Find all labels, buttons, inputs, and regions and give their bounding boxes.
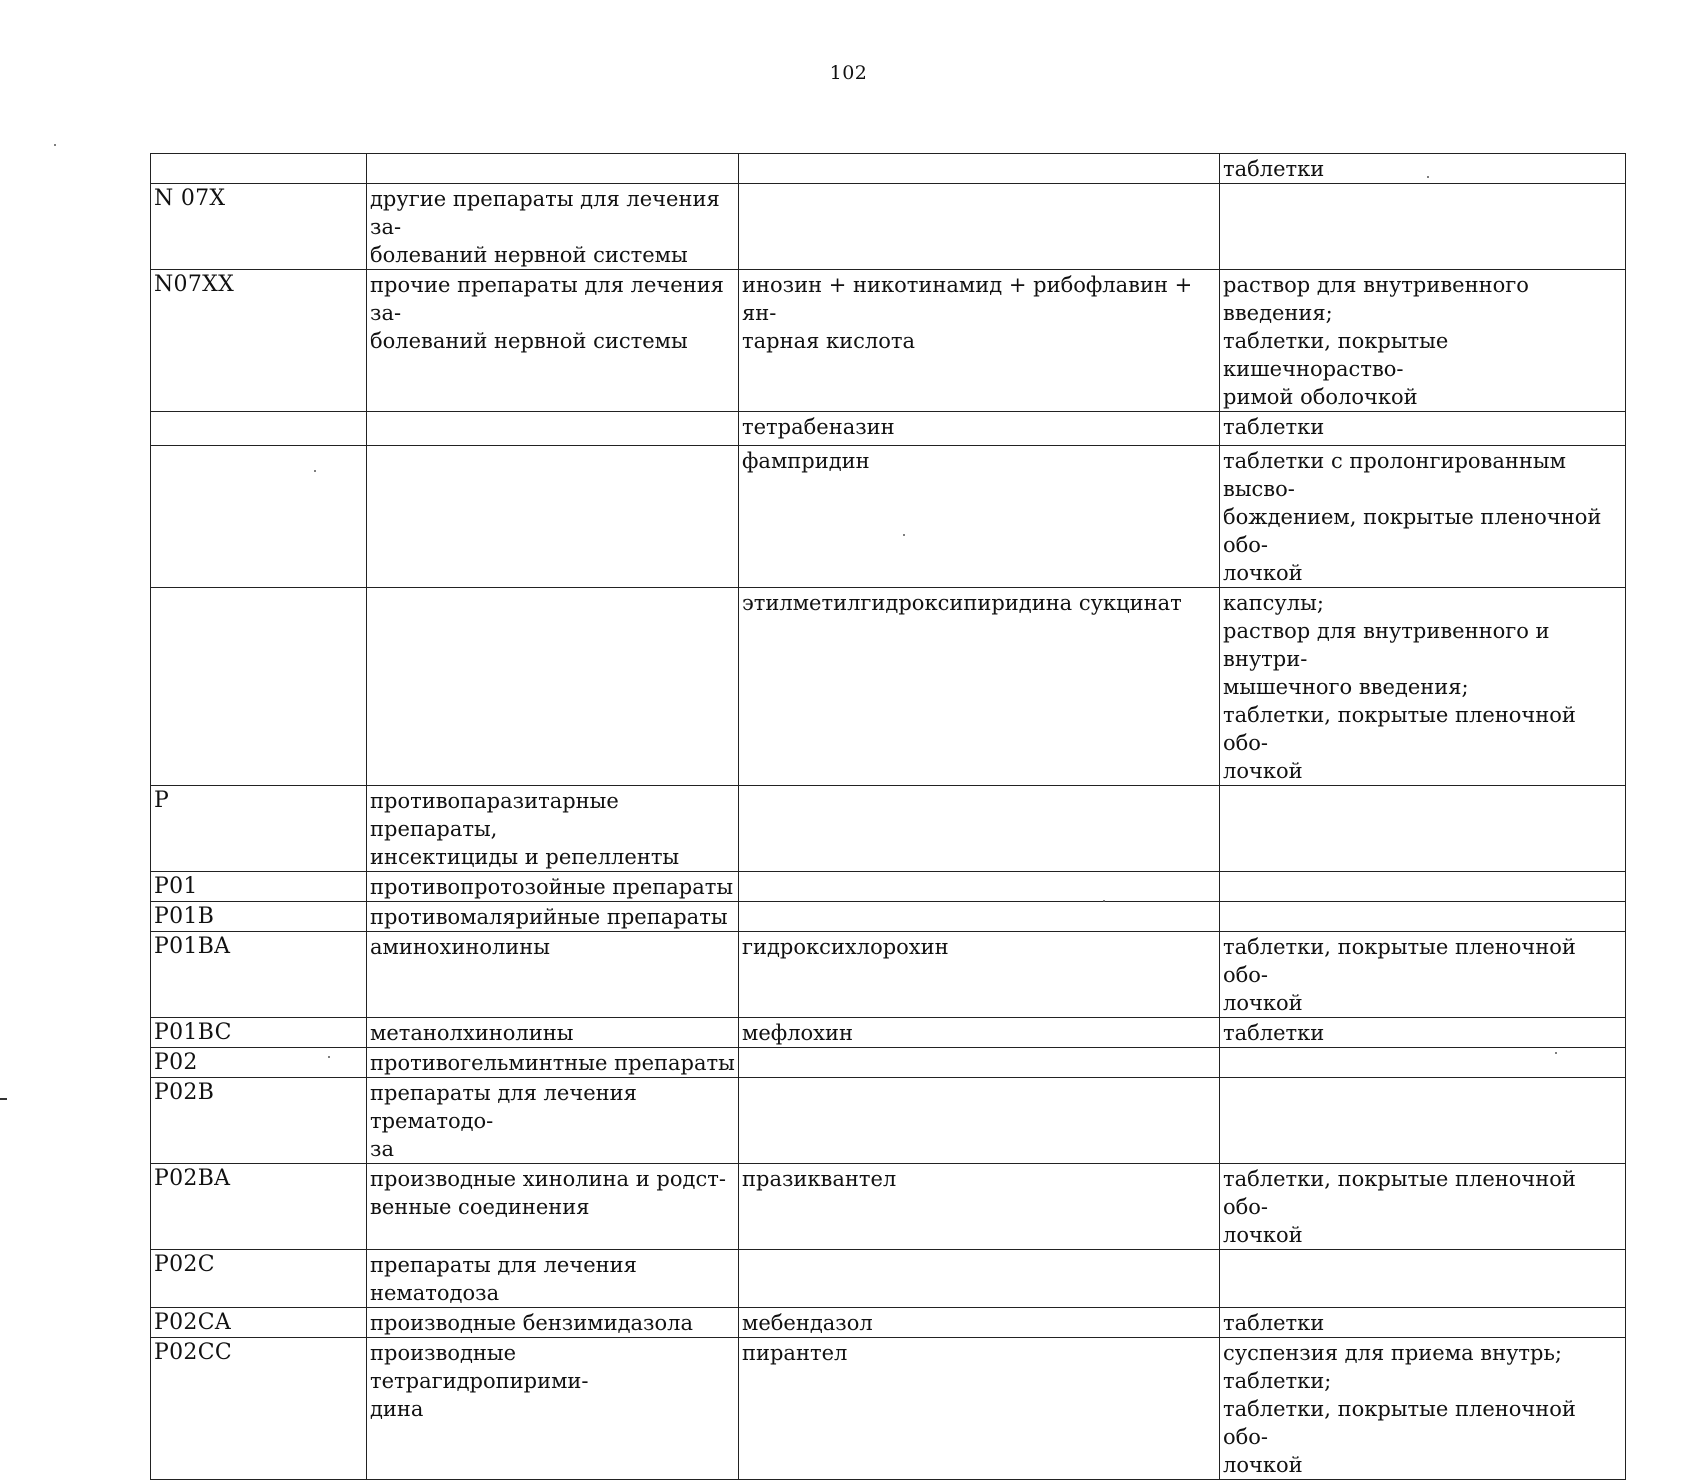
scan-speck: [54, 144, 56, 146]
atc-code-cell: P02B: [151, 1078, 367, 1164]
drug-name-cell: пирантел: [739, 1338, 1220, 1480]
table-row: [151, 932, 1626, 1018]
atc-code-cell: N 07X: [151, 184, 367, 270]
table-row: [151, 1250, 1626, 1308]
atc-code-cell: [151, 446, 367, 588]
drug-name-cell: гидроксихлорохин: [739, 932, 1220, 1018]
dosage-form-cell: таблетки, покрытые пленочной обо- лочкой: [1220, 932, 1626, 1018]
dosage-form-cell: [1220, 1250, 1626, 1308]
pharmacological-group-cell: [367, 446, 739, 588]
drug-name-cell: этилметилгидроксипиридина сукцинат: [739, 588, 1220, 786]
table-row: [151, 1308, 1626, 1338]
drug-name-cell: [739, 1250, 1220, 1308]
table-row: [151, 1164, 1626, 1250]
scan-speck: [903, 534, 905, 536]
table-row: [151, 588, 1626, 786]
atc-code-cell: [151, 588, 367, 786]
table-row: [151, 902, 1626, 932]
drug-name-cell: [739, 1048, 1220, 1078]
table-row: [151, 1018, 1626, 1048]
dosage-form-cell: [1220, 184, 1626, 270]
pharmacological-group-cell: аминохинолины: [367, 932, 739, 1018]
table-row: [151, 412, 1626, 446]
drug-name-cell: фампридин: [739, 446, 1220, 588]
dosage-form-cell: таблетки: [1220, 1308, 1626, 1338]
medication-table-body: [151, 154, 1626, 1480]
atc-code-cell: P01: [151, 872, 367, 902]
dosage-form-cell: таблетки: [1220, 1018, 1626, 1048]
table-row: [151, 1338, 1626, 1480]
pharmacological-group-cell: другие препараты для лечения за- болеваний нервной системы: [367, 184, 739, 270]
dosage-form-cell: [1220, 786, 1626, 872]
drug-name-cell: [739, 1078, 1220, 1164]
scan-speck: [1103, 900, 1105, 902]
page-number: 102: [829, 62, 868, 84]
table-row: [151, 270, 1626, 412]
table-row: [151, 154, 1626, 184]
scan-speck: [1427, 176, 1429, 178]
atc-code-cell: P02BA: [151, 1164, 367, 1250]
pharmacological-group-cell: противопаразитарные препараты, инсектициды и репелленты: [367, 786, 739, 872]
medication-table: [150, 153, 1626, 1480]
dosage-form-cell: раствор для внутривенного введения; таблетки, покрытые кишечнораство- римой оболочкой: [1220, 270, 1626, 412]
dosage-form-cell: [1220, 872, 1626, 902]
atc-code-cell: P01B: [151, 902, 367, 932]
scan-edge-mark: [0, 1098, 7, 1100]
dosage-form-cell: таблетки: [1220, 154, 1626, 184]
scan-speck: [1555, 1052, 1557, 1054]
dosage-form-cell: таблетки: [1220, 412, 1626, 446]
drug-name-cell: [739, 786, 1220, 872]
pharmacological-group-cell: противомалярийные препараты: [367, 902, 739, 932]
atc-code-cell: P02CC: [151, 1338, 367, 1480]
pharmacological-group-cell: препараты для лечения трематодо- за: [367, 1078, 739, 1164]
scan-speck: [314, 470, 316, 472]
pharmacological-group-cell: производные бензимидазола: [367, 1308, 739, 1338]
drug-name-cell: [739, 154, 1220, 184]
pharmacological-group-cell: [367, 154, 739, 184]
dosage-form-cell: [1220, 902, 1626, 932]
pharmacological-group-cell: метанолхинолины: [367, 1018, 739, 1048]
dosage-form-cell: [1220, 1048, 1626, 1078]
pharmacological-group-cell: противопротозойные препараты: [367, 872, 739, 902]
drug-name-cell: мефлохин: [739, 1018, 1220, 1048]
drug-name-cell: тетрабеназин: [739, 412, 1220, 446]
dosage-form-cell: суспензия для приема внутрь; таблетки; таблетки, покрытые пленочной обо- лочкой: [1220, 1338, 1626, 1480]
atc-code-cell: N07XX: [151, 270, 367, 412]
atc-code-cell: [151, 412, 367, 446]
dosage-form-cell: таблетки с пролонгированным высво- бождением, покрытые пленочной обо- лочкой: [1220, 446, 1626, 588]
dosage-form-cell: таблетки, покрытые пленочной обо- лочкой: [1220, 1164, 1626, 1250]
pharmacological-group-cell: препараты для лечения нематодоза: [367, 1250, 739, 1308]
atc-code-cell: P: [151, 786, 367, 872]
pharmacological-group-cell: производные тетрагидропирими- дина: [367, 1338, 739, 1480]
drug-name-cell: [739, 184, 1220, 270]
pharmacological-group-cell: [367, 588, 739, 786]
atc-code-cell: P01BA: [151, 932, 367, 1018]
pharmacological-group-cell: [367, 412, 739, 446]
dosage-form-cell: [1220, 1078, 1626, 1164]
table-row: [151, 446, 1626, 588]
atc-code-cell: [151, 154, 367, 184]
atc-code-cell: P02C: [151, 1250, 367, 1308]
atc-code-cell: P02: [151, 1048, 367, 1078]
table-row: [151, 1048, 1626, 1078]
table-row: [151, 184, 1626, 270]
table-row: [151, 872, 1626, 902]
pharmacological-group-cell: производные хинолина и родст- венные соединения: [367, 1164, 739, 1250]
drug-name-cell: инозин + никотинамид + рибофлавин + ян- тарная кислота: [739, 270, 1220, 412]
atc-code-cell: P01BC: [151, 1018, 367, 1048]
dosage-form-cell: капсулы; раствор для внутривенного и внутри- мышечного введения; таблетки, покрытые пленочной обо- лочкой: [1220, 588, 1626, 786]
scan-speck: [328, 1056, 330, 1058]
table-row: [151, 1078, 1626, 1164]
pharmacological-group-cell: противогельминтные препараты: [367, 1048, 739, 1078]
drug-name-cell: празиквантел: [739, 1164, 1220, 1250]
atc-code-cell: P02CA: [151, 1308, 367, 1338]
pharmacological-group-cell: прочие препараты для лечения за- болеваний нервной системы: [367, 270, 739, 412]
drug-name-cell: [739, 872, 1220, 902]
drug-name-cell: мебендазол: [739, 1308, 1220, 1338]
table-row: [151, 786, 1626, 872]
drug-name-cell: [739, 902, 1220, 932]
